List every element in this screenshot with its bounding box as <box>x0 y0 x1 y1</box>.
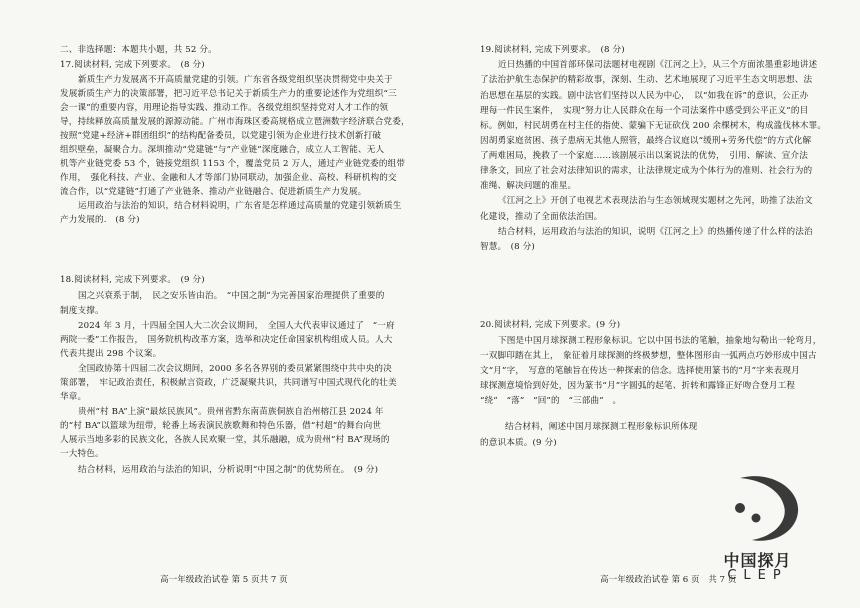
text-line: 律条文，回应了社会对法律知识的需求，让法律规定成为个体行为的准则、社会行为的 <box>480 166 813 176</box>
text-line: 文“月”字， 写意的笔触旨在传达一种探索的信念。选择使用篆书的“月”字来表现月 <box>480 366 800 376</box>
text-line: 代表共提出 298 个议案。 <box>60 349 162 359</box>
text-line: 导，持续释放高质量发展的源源动能。广州市海珠区委高规格成立琶洲数字经济联合党委， <box>60 117 410 127</box>
text-line: 新质生产力发展离不开高质量党建的引领。广东省各级党组织坚决贯彻党中央关于 <box>78 75 393 85</box>
text-line: 理每一件民生案件， 实现“努力让人民群众在每一个司法案件中感受到公平正义”的目 <box>480 106 809 116</box>
clep-logo <box>700 470 815 588</box>
footprint-dot <box>752 514 761 523</box>
text-line: 标。例如，村民胡勇在村主任的指使、蒙骗下无证砍伐 200 余棵树木，构成滥伐林木罪。 <box>480 121 827 131</box>
text-line: 了两难困局，挽救了一个家庭……该剧展示出以案说法的优势， 引用、解读、宣介法 <box>480 151 808 161</box>
text-line: 流合作，以“党建链”打通了产业链条、推动产业链融合、促进新质生产力发展。 <box>60 187 367 197</box>
q17-prompt: 运用政治与法治的知识，结合材料说明，广东省是怎样通过高质量的党建引领新质生 <box>78 201 402 211</box>
text-line: 制度支撑。 <box>60 306 104 316</box>
text-line: 国之兴衰系于制， 民之安乐皆由治。 “中国之制”为完善国家治理提供了重要的 <box>78 291 385 301</box>
logo-chinese-text: 中国探月 <box>723 551 792 570</box>
logo-english-text: CLEP <box>727 568 788 583</box>
text-line: 的“村 BA”以篮球为纽带，轮番上场表演民族歌舞和特色乐器，借“村超”的舞台向世 <box>60 421 382 431</box>
section-heading: 二、非选择题：本题共小题，共 52 分。 <box>60 45 217 55</box>
footprint-dot <box>735 503 745 513</box>
text-line: 发展新质生产力的决策部署，把习近平总书记关于新质生产力的重要论述作为党组织“三 <box>60 89 397 99</box>
q20-heading: 20.阅读材料, 完成下列要求。(9 分) <box>480 320 621 330</box>
text-line: 贵州“村 BA”上演“最炫民族风”。贵州省黔东南苗族侗族自治州榕江县 2024 年 <box>78 407 384 417</box>
text-line: 治思想在基层的实践。剧中法官们坚持以人民为中心， 以“如我在诉”的意识，公正办 <box>480 91 809 101</box>
text-line: 组织壁垒，凝聚合力。深圳推动“党建链”与“产业链”深度融合，成立人工智能、无人 <box>60 145 385 155</box>
q17-heading: 17.阅读材料, 完成下列要求。 (8 分) <box>60 60 205 70</box>
text-line: 会一课”的重要内容，用理论指导实践、推动工作。各级党组织坚持党对人才工作的领 <box>60 103 389 113</box>
q20-prompt: 结合材料，阐述中国月球探测工程形象标识所体现 <box>505 422 698 432</box>
text-line: 策部署， 牢记政治责任，积极献言资政，广泛凝聚共识，共同谱写中国式现代化的壮美 <box>60 378 397 388</box>
text-line: 《江河之上》开创了电视艺术表现法治与生态领域现实题材之先河，助推了法治文 <box>498 196 813 206</box>
q18-prompt: 结合材料，运用政治与法治的知识，分析说明“中国之制”的优势所在。 (9 分) <box>78 465 379 475</box>
text-line: 按照“党建+经济+群团组织”的结构配备委员，以党建引领为企业进行技术创新打破 <box>60 131 382 141</box>
q20-prompt: 的意识本质。(9 分) <box>480 438 557 448</box>
text-line: 近日热播的中国首部环保司法题材电视剧《江河之上》，从三个方面浓墨重彩地讲述 <box>498 60 818 70</box>
text-line: 准绳、解决问题的准星。 <box>480 181 577 191</box>
text-line: “绕” “落” “回”的 “三部曲” 。 <box>480 396 622 406</box>
text-line: 球探测意境恰到好处，因为篆书“月”字圆弧的起笔、折转和露锋正好吻合登月工程 <box>480 381 796 391</box>
q19-prompt: 结合材料，运用政治与法治的知识，说明《江河之上》的热播传递了什么样的法治 <box>498 227 813 237</box>
text-line: 因胡勇家庭贫困、孩子患病无其他人照管，最终合议庭以“缓刑+劳务代偿”的方式化解 <box>480 136 812 146</box>
page-footer: 高一年级政治试卷 第 5 页共 7 页 <box>160 575 288 585</box>
page-footer: 高一年级政治试卷 第 6 页 共 7 页 <box>600 575 737 585</box>
q17-prompt: 产力发展的. (8 分) <box>60 215 140 225</box>
crescent-moon-icon <box>700 470 815 550</box>
text-line: 两院一委”工作报告， 国务院机构改革方案，选举和决定任命国家机构组成人员。人大 <box>60 335 393 345</box>
q19-prompt: 智慧。 (8 分) <box>480 242 535 252</box>
text-line: 华章。 <box>60 392 87 402</box>
text-line: 机等产业链党委 53 个，链接党组织 1153 个，覆盖党员 2 万人，通过产业链党委的组带 <box>60 159 406 169</box>
text-line: 2024 年 3 月，十四届全国人大二次会议期间， 全国人大代表审议通过了 “一府 <box>78 321 395 331</box>
text-line: 全国政协第十四届二次会议期间，2000 多名各界别的委员紧紧围绕中共中央的决 <box>78 364 392 374</box>
text-line: 一大特色。 <box>60 449 104 459</box>
text-line: 一双脚印踏在其上， 象征着月球探测的终极梦想，整体图形由一弧两点巧妙形成中国古 <box>480 351 817 361</box>
q18-heading: 18.阅读材料, 完成下列要求。 (9 分) <box>60 275 205 285</box>
text-line: 下图是中国月球探测工程形象标识。它以中国书法的笔触，抽象地勾勒出一轮弯月， <box>498 336 822 346</box>
text-line: 了法治护航生态保护的精彩故事，深刻、生动、艺术地展现了习近平生态文明思想、法 <box>480 75 813 85</box>
text-line: 化建设，推动了全面依法治国。 <box>480 212 603 222</box>
text-line: 作用， 强化科技、产业、金融和人才等部门协同联动，加强企业、高校、科研机构的交 <box>60 173 397 183</box>
text-line: 人展示当地多彩的民族文化，各族人民欢聚一堂，其乐融融，成为贵州“村 BA”现场的 <box>60 435 390 445</box>
q19-heading: 19.阅读材料, 完成下列要求。 (8 分) <box>480 45 625 55</box>
